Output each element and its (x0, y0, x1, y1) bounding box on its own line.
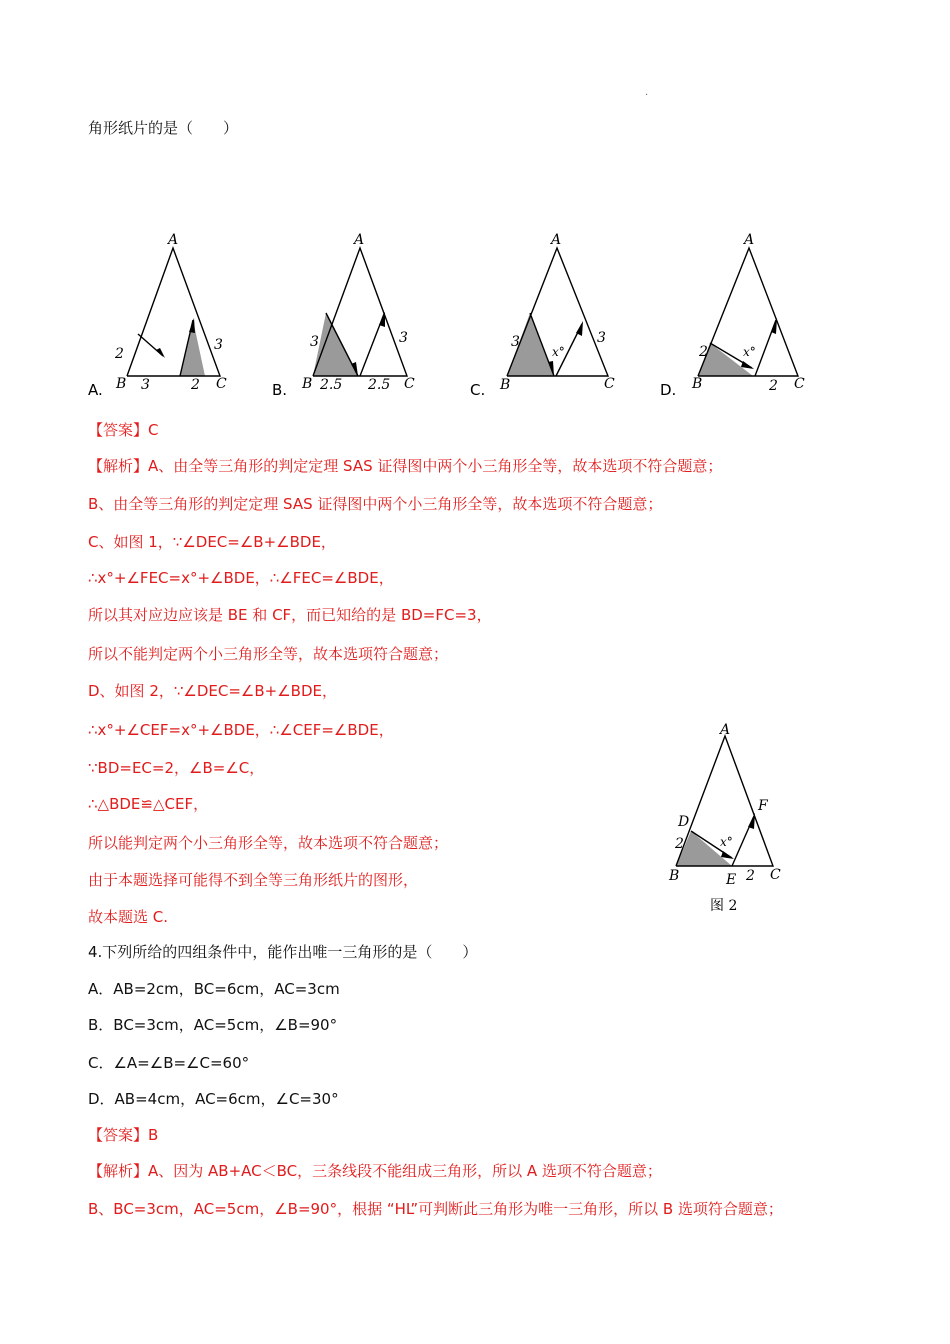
q4-option-a: A．AB=2cm，BC=6cm，AC=3cm (88, 980, 340, 998)
base-right-length: 2 (191, 377, 200, 393)
vertex-b-label: B (302, 376, 313, 392)
vertex-a-label: A (720, 722, 731, 738)
q3-analysis-line: 【解析】A、由全等三角形的判定定理 SAS 证得图中两个小三角形全等，故本选项不符合题意； (88, 457, 723, 475)
angle-x-label: x° (743, 345, 756, 359)
vertex-c-label: C (404, 376, 415, 392)
arrow-head (156, 348, 165, 358)
vertex-b-label: B (500, 377, 511, 393)
vertex-a-label: A (551, 232, 562, 248)
right-side-length: 3 (597, 330, 606, 346)
option-b-figure (298, 228, 428, 398)
base-right-length: 2.5 (368, 377, 391, 393)
left-side-length: 2 (699, 344, 708, 360)
vertex-b-label: B (692, 376, 703, 392)
q3-analysis-line: D、如图 2，∵∠DEC=∠B+∠BDE， (88, 682, 337, 700)
q3-analysis-line: 由于本题选择可能得不到全等三角形纸片的图形， (88, 871, 419, 889)
option-c-figure (494, 228, 624, 398)
question-3-tail: 角形纸片的是（ ） (88, 119, 239, 137)
q3-analysis-line: 故本题选 C. (88, 908, 169, 926)
base-left-length: 2.5 (320, 377, 343, 393)
vertex-f-label: F (758, 798, 768, 814)
q3-analysis-line: ∵BD=EC=2，∠B=∠C， (88, 759, 265, 777)
arrow-head (771, 318, 777, 334)
vertex-b-label: B (669, 868, 680, 884)
right-side-length: 3 (399, 330, 408, 346)
base-right-length: 2 (746, 868, 755, 884)
q3-analysis-line: ∴x°+∠FEC=x°+∠BDE，∴∠FEC=∠BDE， (88, 569, 394, 587)
right-side-length: 3 (214, 337, 223, 353)
vertex-c-label: C (770, 867, 781, 883)
vertex-a-label: A (354, 232, 365, 248)
vertex-a-label: A (168, 232, 179, 248)
vertex-c-label: C (794, 376, 805, 392)
q4-answer: 【答案】B (88, 1126, 159, 1144)
arrow-head (189, 318, 195, 333)
vertex-a-label: A (744, 232, 755, 248)
q4-analysis-line: 【解析】A、因为 AB+AC＜BC，三条线段不能组成三角形，所以 A 选项不符合题意； (88, 1162, 662, 1180)
q4-option-d: D．AB=4cm，AC=6cm，∠C=30° (88, 1090, 339, 1108)
question-4-stem: 4.下列所给的四组条件中，能作出唯一三角形的是（ ） (88, 943, 478, 961)
base-right-length: 2 (769, 378, 778, 394)
left-side-length: 3 (511, 334, 520, 350)
arrow-head (721, 851, 734, 859)
triangle-outline (127, 248, 220, 376)
q4-option-c: C．∠A=∠B=∠C=60° (88, 1054, 250, 1072)
vertex-b-label: B (116, 376, 127, 392)
q3-analysis-line: 所以其对应边应该是 BE 和 CF，而已知给的是 BD=FC=3， (88, 606, 492, 624)
q4-analysis-line: B、BC=3cm，AC=5cm，∠B=90°，根据 “HL”可判断此三角形为唯一三角形，所以 B 选项符合题意； (88, 1200, 783, 1218)
option-b-label: B. (272, 381, 288, 399)
q3-analysis-line: 所以不能判定两个小三角形全等，故本选项符合题意； (88, 645, 449, 663)
base-left-length: 3 (141, 377, 150, 393)
option-c-label: C. (470, 381, 486, 399)
vertex-c-label: C (216, 376, 227, 392)
angle-x-label: x° (720, 835, 733, 849)
q3-analysis-line: 所以能判定两个小三角形全等，故本选项不符合题意； (88, 834, 449, 852)
figure-2-caption: 图 2 (710, 898, 738, 914)
left-side-length: 3 (310, 334, 319, 350)
option-d-label: D. (660, 381, 677, 399)
option-d-figure (688, 228, 818, 398)
arrow-head (741, 361, 754, 369)
page-mark: · (645, 90, 649, 101)
q3-analysis-line: B、由全等三角形的判定定理 SAS 证得图中两个小三角形全等，故本选项不符合题意； (88, 495, 663, 513)
q3-answer: 【答案】C (88, 421, 159, 439)
arrow-head (748, 813, 755, 829)
shaded-triangle (313, 313, 358, 376)
option-a-label: A. (88, 381, 103, 399)
vertex-c-label: C (604, 376, 615, 392)
left-side-length: 2 (115, 346, 124, 362)
q3-analysis-line: ∴△BDE≌△CEF， (88, 795, 209, 813)
q4-option-b: B．BC=3cm，AC=5cm，∠B=90° (88, 1016, 338, 1034)
q3-analysis-line: ∴x°+∠CEF=x°+∠BDE，∴∠CEF=∠BDE， (88, 721, 394, 739)
vertex-d-label: D (678, 814, 690, 830)
angle-x-label: x° (552, 345, 565, 359)
left-side-length: 2 (675, 836, 684, 852)
option-a-figure (108, 228, 238, 398)
vertex-e-label: E (726, 872, 737, 888)
arrow-head (379, 312, 385, 327)
q3-analysis-line: C、如图 1，∵∠DEC=∠B+∠BDE， (88, 533, 336, 551)
figure-2 (662, 718, 802, 918)
